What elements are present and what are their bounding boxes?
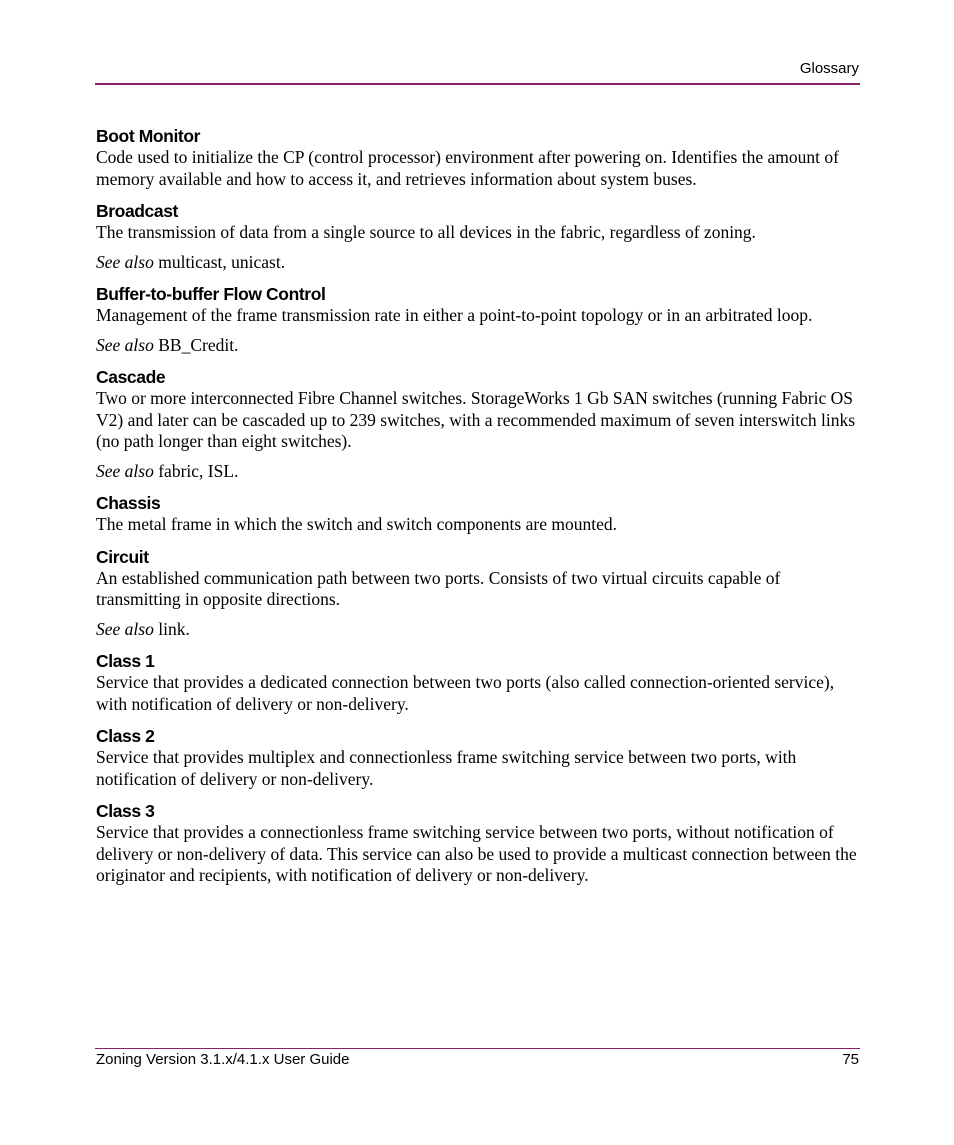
glossary-definition: The transmission of data from a single source to all devices in the fabric, regardless of zoning. — [96, 222, 756, 242]
glossary-definition: Two or more interconnected Fibre Channel switches. StorageWorks 1 Gb SAN switches (running Fabric OS V2) and later can be cascaded up to 239 switches, with a recommended maximum of seven interswitch links (no path longer than eight switches). — [96, 388, 856, 451]
document-title: Zoning Version 3.1.x/4.1.x User Guide — [96, 1051, 350, 1068]
glossary-entry-class-3 — [96, 800, 861, 887]
glossary-definition: Service that provides a connectionless frame switching service between two ports, without notification of delivery or non-delivery of data. This service can also be used to provide a multicast connection between the originator and recipients, with notification of delivery or non-delivery. — [96, 822, 857, 885]
page-number: 75 — [842, 1051, 859, 1068]
see-also-reference — [96, 335, 861, 357]
glossary-entry-cascade — [96, 366, 861, 482]
glossary-body — [96, 125, 861, 897]
glossary-definition: Service that provides multiplex and connectionless frame switching service between two ports, with notification of delivery or non-delivery. — [96, 747, 797, 789]
glossary-term: Cascade — [96, 367, 166, 387]
see-also-label: See also — [96, 251, 154, 272]
glossary-term: Class 2 — [96, 726, 155, 746]
glossary-entry-class-2 — [96, 725, 861, 790]
page-footer — [96, 1051, 859, 1069]
glossary-entry-chassis — [96, 492, 861, 536]
glossary-entry-boot-monitor — [96, 125, 861, 190]
glossary-entry-buffer-to-buffer-flow-control — [96, 283, 861, 356]
see-also-label: See also — [96, 618, 154, 639]
see-also-reference — [96, 252, 861, 274]
glossary-definition: Service that provides a dedicated connection between two ports (also called connection-oriented service), with notification of delivery or non-delivery. — [96, 672, 835, 714]
glossary-term: Chassis — [96, 493, 161, 513]
glossary-term: Boot Monitor — [96, 126, 201, 146]
footer-rule — [95, 1048, 860, 1049]
glossary-entry-broadcast — [96, 200, 861, 273]
see-also-label: See also — [96, 334, 154, 355]
glossary-definition: An established communication path between two ports. Consists of two virtual circuits capable of transmitting in opposite directions. — [96, 567, 781, 609]
running-header: Glossary — [799, 60, 859, 77]
see-also-reference — [96, 461, 861, 483]
glossary-entry-circuit — [96, 546, 861, 641]
see-also-terms: fabric, ISL. — [158, 460, 239, 481]
see-also-terms: BB_Credit. — [158, 334, 239, 355]
header-rule — [95, 83, 860, 85]
glossary-entry-class-1 — [96, 650, 861, 715]
glossary-term: Circuit — [96, 546, 149, 567]
see-also-label: See also — [96, 460, 154, 481]
glossary-definition: Management of the frame transmission rate in either a point-to-point topology or in an arbitrated loop. — [96, 305, 813, 325]
glossary-term: Class 3 — [96, 801, 155, 821]
glossary-term: Class 1 — [96, 651, 155, 671]
see-also-terms: multicast, unicast. — [158, 251, 286, 272]
glossary-term: Buffer-to-buffer Flow Control — [96, 284, 326, 304]
glossary-term: Broadcast — [96, 201, 178, 221]
glossary-definition: Code used to initialize the CP (control processor) environment after powering on. Identifies the amount of memory available and how to access it, and retrieves information about system buses. — [96, 147, 839, 189]
see-also-reference — [96, 619, 861, 641]
see-also-terms: link. — [158, 618, 190, 639]
glossary-definition: The metal frame in which the switch and switch components are mounted. — [96, 514, 617, 534]
